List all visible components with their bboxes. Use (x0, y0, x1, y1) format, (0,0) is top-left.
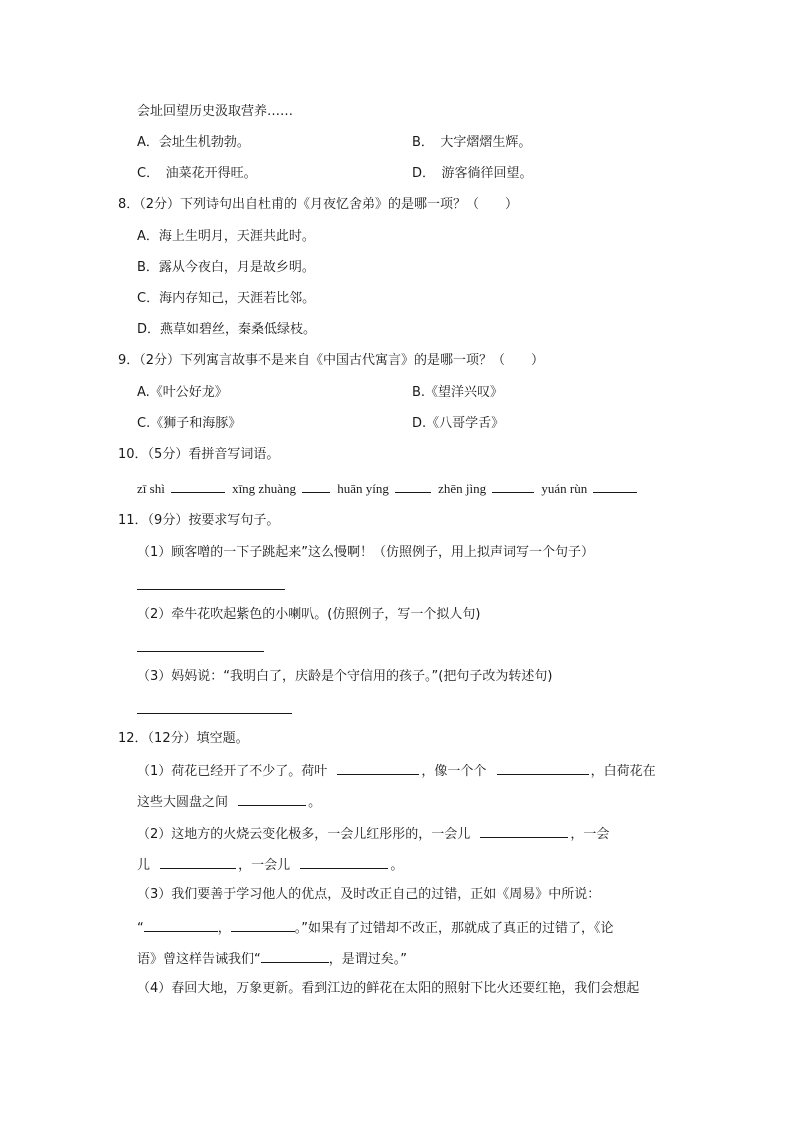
q12-p3-text-b: “ (137, 921, 144, 936)
q12-part-2-line-2 (137, 854, 403, 874)
q12-p1-text-b: ，像一个个 (421, 764, 487, 779)
q12-p3-text-d: 。”如果有了过错却不改正，那就成了真正的过错了，《论 (294, 921, 614, 936)
q8-option-c: C．海内存知己，天涯若比邻。 (137, 291, 316, 306)
answer-line[interactable] (137, 589, 285, 590)
q12-stem: 12．（12分）填空题。 (118, 731, 249, 746)
q12-part-3-line-3 (137, 948, 407, 968)
answer-blank[interactable] (261, 948, 329, 963)
q12-p1-text-c: ，白荷花在 (590, 764, 656, 779)
q12-p3-text-f: ，是谓过矣。” (328, 952, 407, 967)
answer-blank[interactable] (160, 854, 236, 869)
q12-p1-text-e: 。 (308, 795, 322, 810)
q9-option-a: A.《叶公好龙》 (137, 385, 228, 400)
q12-p2-text-a: （2）这地方的火烧云变化极多，一会儿红彤彤的，一会儿 (137, 827, 471, 842)
q12-p1-text-d: 这些大圆盘之间 (137, 795, 229, 810)
q12-p3-text-e: 语》曾这样告诫我们“ (137, 952, 261, 967)
q12-p2-text-c: 儿 (137, 858, 151, 873)
q12-p2-text-e: 。 (390, 858, 404, 873)
answer-blank[interactable] (171, 478, 225, 493)
answer-blank[interactable] (480, 823, 568, 838)
q12-p1-text-a: （1）荷花已经开了不少了。荷叶 (137, 764, 328, 779)
answer-line[interactable] (137, 713, 292, 714)
answer-blank[interactable] (238, 791, 306, 806)
q9-option-c: C.《狮子和海豚》 (137, 416, 242, 431)
pinyin-1: zī shì (137, 481, 165, 496)
q11-stem: 11．（9分）按要求写句子。 (118, 513, 280, 528)
answer-blank[interactable] (231, 917, 295, 932)
q7-option-c: C． 油菜花开得旺。 (137, 166, 257, 181)
q12-part-3-line-1: （3）我们要善于学习他人的优点，及时改正自己的过错，正如《周易》中所说： (137, 887, 601, 902)
q9-stem: 9．（2分）下列寓言故事不是来自《中国古代寓言》的是哪一项？（ ） (118, 353, 545, 368)
answer-blank[interactable] (395, 478, 431, 493)
pinyin-2: xīng zhuàng (232, 481, 296, 496)
q12-part-2-line-1 (137, 823, 609, 843)
answer-blank[interactable] (497, 760, 589, 775)
pinyin-4: zhēn jìng (438, 481, 487, 496)
answer-blank[interactable] (300, 854, 388, 869)
q12-p3-text-c: ， (217, 921, 231, 936)
q10-stem: 10．（5分）看拼音写词语。 (118, 447, 280, 462)
answer-blank[interactable] (593, 478, 637, 493)
q12-part-4: （4）春回大地，万象更新。看到江边的鲜花在太阳的照射下比火还要红艳，我们会想起 (137, 981, 640, 996)
answer-blank[interactable] (492, 478, 534, 493)
q12-p2-text-d: ，一会儿 (238, 858, 291, 873)
answer-line[interactable] (137, 651, 264, 652)
pinyin-3: huān yíng (337, 481, 389, 496)
q8-stem: 8．（2分）下列诗句出自杜甫的《月夜忆舍弟》的是哪一项？（ ） (118, 197, 519, 212)
q12-part-3-line-2 (137, 917, 614, 937)
answer-blank[interactable] (337, 760, 419, 775)
q8-option-a: A．海上生明月，天涯共此时。 (137, 229, 315, 244)
q12-p2-text-b: ，一会 (570, 827, 610, 842)
q12-part-1-line-2 (137, 791, 321, 811)
q10-pinyin-row (137, 478, 641, 498)
pinyin-5: yuán rùn (541, 481, 588, 496)
q7-option-a: A．会址生机勃勃。 (137, 135, 250, 150)
q7-option-b: B． 大字熠熠生辉。 (412, 135, 532, 150)
q7-option-d: D． 游客徜徉回望。 (412, 166, 533, 181)
q7-stem-tail: 会址回望历史汲取营养…… (137, 104, 294, 119)
q11-part-2: （2）牵牛花吹起紫色的小喇叭。(仿照例子，写一个拟人句) (137, 607, 481, 622)
q8-option-d: D．燕草如碧丝，秦桑低绿枝。 (137, 322, 317, 337)
q12-part-1-line-1 (137, 760, 656, 780)
q9-option-d: D.《八哥学舌》 (412, 416, 505, 431)
answer-blank[interactable] (144, 917, 218, 932)
answer-blank[interactable] (302, 478, 330, 493)
q11-part-3: （3）妈妈说：“我明白了，庆龄是个守信用的孩子。”(把句子改为转述句) (137, 669, 553, 684)
q8-option-b: B．露从今夜白，月是故乡明。 (137, 260, 315, 275)
q11-part-1: （1）顾客噌的一下子跳起来”这么慢啊！（仿照例子，用上拟声词写一个句子） (137, 545, 595, 560)
q9-option-b: B.《望洋兴叹》 (412, 385, 504, 400)
